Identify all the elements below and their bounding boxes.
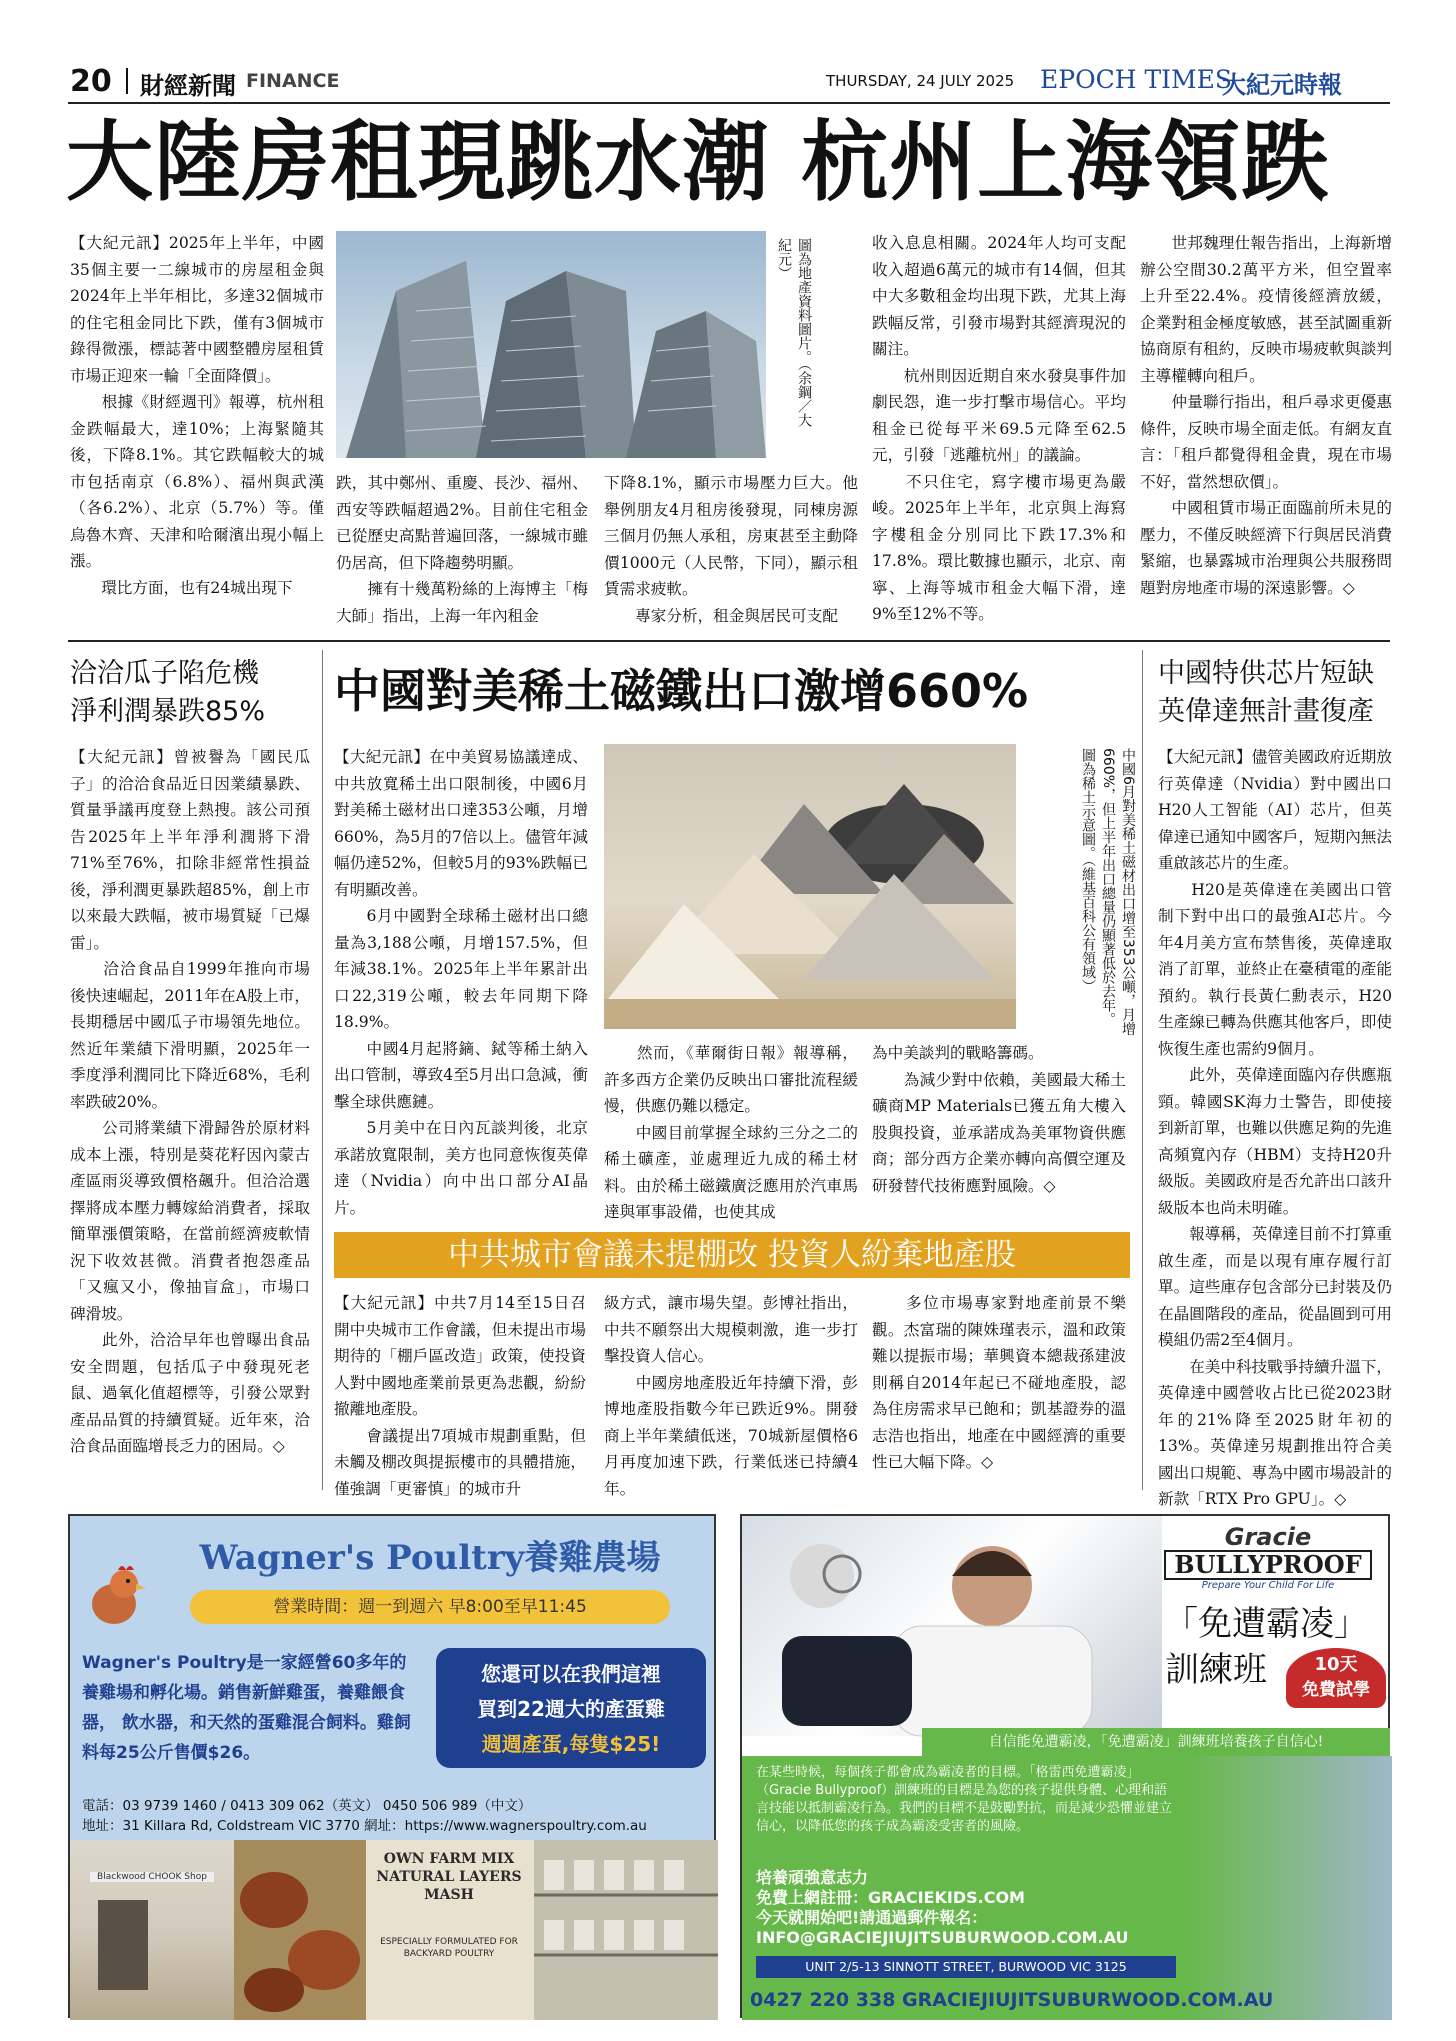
rare-earth-photo-caption: 中國6月對美稀土磁材出口增至353公噸，月增660%，但上半年出口總量仍顯著低於去年。圖為稀土示意圖。（維基百科公有領域） <box>1080 748 1136 1036</box>
gracie-brand: Gracie <box>1224 1523 1312 1551</box>
wagner-ad <box>68 1514 716 2018</box>
gracie-register: 免費上網註冊：GRACIEKIDS.COM <box>756 1888 1025 1907</box>
promo-line-3: 週週產蛋,每隻$25! <box>481 1732 661 1756</box>
main-column-1: 【大紀元訊】2025年上半年，中國35個主要一二線城市的房屋租金與2024年上半年相比，多達32個城市的住宅租金同比下跌，僅有3個城市錄得微漲，標誌著中國整體房屋租賃市場正迎來一輪「全面降價」。 根據《財經週刊》報導，杭州租金跌幅最大，達10%；上海緊隨其後，下降8.1%。其它跌幅較大的城市包括南京（6.8%）、福州與武漢（各6.2%）、北京（5.7%）等。僅烏魯木齊、天津和哈爾濱出現小幅上漲。 環比方面，也有24城出現下 <box>70 234 324 597</box>
left-story-headline: 洽洽瓜子陷危機 淨利潤暴跌85% <box>70 658 266 727</box>
banner-column-1: 【大紀元訊】中共7月14至15日召開中央城市工作會議，但未提出市場期待的「棚戶區改造」政策，使投資人對中國地產業前景更為悲觀，紛紛撤離地產股。 會議提出7項城市規劃重點，但未觸及棚改與提振樓市的具體措施，僅強調「更審慎」的城市升 <box>334 1294 586 1498</box>
wagner-promo <box>436 1648 706 1768</box>
masthead <box>68 60 1390 102</box>
main-column-3: 下降8.1%，顯示市場壓力巨大。他舉例朋友4月租房後發現，同棟房源三個月仍無人承租，房東甚至主動降價1000元（人民幣，下同），顯示租賃需求疲軟。 專家分析，租金與居民可支配 <box>604 474 858 625</box>
center-column-2: 然而，《華爾街日報》報導稱，許多西方企業仍反映出口審批流程緩慢，供應仍難以穩定。 中國目前掌握全球約三分之二的稀土礦產，並處理近九成的稀土材料。由於稀土磁鐵廣泛應用於汽車馬達與軍事設備，也使其成 <box>604 1044 858 1221</box>
gracie-ribbon: 自信能免遭霸凌，「免遭霸凌」訓練班培養孩子自信心! <box>922 1728 1390 1756</box>
brand-en: EPOCH TIMES <box>1040 65 1232 94</box>
shop-sign: Blackwood CHOOK Shop <box>90 1872 214 1882</box>
right-divider <box>1142 650 1143 1490</box>
wagner-title: Wagner's Poultry養雞農場 <box>199 1538 661 1578</box>
right-story-headline: 中國特供芯片短缺 英偉達無計畫復產 <box>1158 658 1374 727</box>
promo-line-2: 買到22週大的產蛋雞 <box>477 1697 665 1721</box>
feed-bag-sublabel: ESPECIALLY FORMULATED FOR BACKYARD POULTRY <box>380 1937 518 1959</box>
section-title: 財經新聞 <box>140 72 236 100</box>
wagner-phone: 電話：03 9739 1460 / 0413 309 062（英文） 0450 506 989（中文） <box>82 1798 532 1814</box>
gracie-ad <box>740 1514 1390 2018</box>
issue-date: THURSDAY, 24 JULY 2025 <box>826 72 1015 90</box>
buildings-illustration <box>336 231 766 458</box>
masthead-rule <box>68 102 1390 104</box>
left-story-body: 【大紀元訊】曾被譽為「國民瓜子」的洽洽食品近日因業績暴跌、質量爭議再度登上熱搜。該公司預告2025年上半年淨利潤將下滑71%至76%，扣除非經常性損益後，淨利潤更暴跌超85%，創上市以來最大跌幅，被市場質疑「已爆雷」。 洽洽食品自1999年推向市場後快速崛起，2011年在A股上市，長期穩居中國瓜子市場領先地位。然近年業績下滑明顯，2025年一季度淨利潤同比下降近68%，毛利率跌破20%。 公司將業績下滑歸咎於原材料成本上漲，特別是葵花籽因內蒙古產區雨災導致價格飆升。但洽洽選擇將成本壓力轉嫁給消費者，採取簡單漲價策略，在當前經濟疲軟情況下收效甚微。消費者抱怨產品「又瘋又小，像抽盲盒」，市場口碑滑坡。 此外，洽洽早年也曾曝出食品安全問題，包括瓜子中發現死老鼠、過氧化值超標等，引發公眾對產品品質的持續質疑。近年來，洽洽食品面臨增長乏力的困局。◇ <box>70 748 310 1455</box>
banner-column-3: 多位市場專家對地產前景不樂觀。杰富瑞的陳姝瑾表示，溫和政策難以提振市場；華興資本總裁孫建波則稱自2014年起已不碰地產股，認為住房需求早已飽和；凱基證券的溫志浩也指出，地產在中國經濟的重要性已大幅下降。◇ <box>872 1294 1126 1471</box>
gracie-title-1: 「免遭霸凌」 <box>1164 1604 1368 1644</box>
gracie-body: 在某些時候，每個孩子都會成為霸凌者的目標。「格雷西免遭霸凌」（Gracie Bullyproof）訓練班的目標是為您的孩子提供身體、心理和語言技能以抵制霸凌行為。我們的目標不是鼓勵對抗，而是減少恐懼並建立信心，以降低您的孩子成為霸凌受害者的風險。 <box>756 1765 1173 1834</box>
center-column-1: 【大紀元訊】在中美貿易協議達成、中共放寬稀土出口限制後，中國6月對美稀土磁材出口達353公噸，月增660%，為5月的7倍以上。儘管年減幅仍達52%，但較5月的93%跌幅已有明顯改善。 6月中國對全球稀土磁材出口總量為3,188公噸，月增157.5%，但年減38.1%。2025年上半年累計出口22,319公噸，較去年同期下降18.9%。 中國4月起將鏑、鋱等稀土納入出口管制，導致4至5月出口急減，衝擊全球供應鏈。 5月美中在日內瓦談判後，北京承諾放寬限制，美方也同意恢復英偉達（Nvidia）向中出口部分AI晶片。 <box>334 748 588 1217</box>
wagner-photo-shelves <box>534 1840 718 2020</box>
masthead-divider <box>126 68 128 94</box>
gracie-logo <box>1150 1524 1386 1594</box>
main-column-2: 跌，其中鄭州、重慶、長沙、福州、西安等跌幅超過2%。目前住宅租金已從歷史高點普遍回落，一線城市雖仍居高，但下降趨勢明顯。 擁有十幾萬粉絲的上海博主「梅大師」指出，上海一年內租金 <box>336 474 588 625</box>
gracie-email-prompt: 今天就開始吧!請通過郵件報名： <box>756 1908 988 1927</box>
feed-bag-label: OWN FARM MIX NATURAL LAYERS MASH <box>376 1851 522 1903</box>
main-photo <box>336 231 766 458</box>
shop-door <box>98 1900 148 1990</box>
wagner-hours: 營業時間：週一到週六 早8:00至早11:45 <box>190 1590 670 1624</box>
center-story-headline: 中國對美稀土磁鐵出口激增660% <box>334 664 1029 718</box>
section-rule <box>68 640 1390 642</box>
wagner-photo-hens <box>234 1840 366 2020</box>
main-headline: 大陸房租現跳水潮 杭州上海領跌 <box>66 111 1330 213</box>
wagner-photo-feedbag <box>366 1840 534 2020</box>
gracie-address: UNIT 2/5-13 SINNOTT STREET, BURWOOD VIC 3125 <box>756 1956 1176 1978</box>
gracie-slogan: 培養頑強意志力 <box>756 1868 869 1887</box>
gracie-photo <box>742 1516 1162 1736</box>
powder-piles-illustration <box>604 744 1016 1029</box>
gracie-email[interactable]: INFO@GRACIEJIUJITSUBURWOOD.COM.AU <box>756 1928 1129 1947</box>
chick-icon <box>84 1560 154 1630</box>
main-column-5: 世邦魏理仕報告指出，上海新增辦公空間30.2萬平方米，但空置率上升至22.4%。疫情後經濟放緩，企業對租金極度敏感，甚至試圖重新協商原有租約，反映市場疲軟與談判主導權轉向租戶。 仲量聯行指出，租戶尋求更優惠條件，反映市場全面走低。有網友直言：「租戶都覺得租金貴，現在市場不好，當然想砍價」。 中國租賃市場正面臨前所未見的壓力，不僅反映經濟下行與居民消費緊縮，也暴露城市治理與公共服務問題對房地產市場的深遠影響。◇ <box>1140 234 1392 597</box>
badge-days: 10天 <box>1314 1654 1358 1675</box>
center-column-3: 為中美談判的戰略籌碼。 為減少對中依賴，美國最大稀土礦商MP Materials已獲五角大樓入股與投資，並承諾成為美軍物資供應商；部分西方企業亦轉向高價空運及研發替代技術應對風險。◇ <box>872 1044 1126 1195</box>
gracie-tagline: Prepare Your Child For Life <box>1201 1580 1335 1591</box>
gracie-footer[interactable]: 0427 220 338 GRACIEJIUJITSUBURWOOD.COM.AU <box>750 1989 1274 2011</box>
badge-free: 免費試學 <box>1302 1680 1370 1700</box>
left-divider <box>322 650 323 1490</box>
gracie-brand-2: BULLYPROOF <box>1164 1550 1372 1580</box>
rare-earth-photo <box>604 744 1016 1029</box>
gracie-title-2: 訓練班 <box>1165 1650 1267 1690</box>
main-column-4: 收入息息相關。2024年人均可支配收入超過6萬元的城市有14個，但其中大多數租金均出現下跌，尤其上海跌幅反常，引發市場對其經濟現況的關注。 杭州則因近期自來水發臭事件加劇民怨，進一步打擊市場信心。平均租金已從每平米69.5元降至62.5元，引發「逃離杭州」的議論。 不只住宅，寫字樓市場更為嚴峻。2025年上半年，北京與上海寫字樓租金分別同比下跌17.3%和17.8%。環比數據也顯示，北京、南寧、上海等城市租金大幅下滑，達9%至12%不等。 <box>872 234 1126 623</box>
gracie-info-panel <box>742 1756 1392 2020</box>
brand-zh: 大紀元時報 <box>1222 71 1342 99</box>
main-photo-caption: 圖為地產資料圖片。（余鋼／大紀元） <box>776 238 812 427</box>
section-title-en: FINANCE <box>246 70 340 92</box>
right-story-body: 【大紀元訊】儘管美國政府近期放行英偉達（Nvidia）對中國出口H20人工智能（AI）芯片，但英偉達已通知中國客戶，短期內無法重啟該芯片的生產。 H20是英偉達在美國出口管制下對中出口的最強AI芯片。今年4月美方宣布禁售後，英偉達取消了訂單，並終止在臺積電的產能預約。執行長黃仁勳表示，H20生產線已轉為供應其他客戶，即使恢復生產也需約9個月。 此外，英偉達面臨內存供應瓶頸。韓國SK海力士警告，即使接到新訂單，也難以供應足夠的先進高頻寬內存（HBM）支持H20升級版。美國政府是否允許出口該升級版本也尚未明確。 報導稱，英偉達目前不打算重啟生產，而是以現有庫存履行訂單。這些庫存包含部分已封裝及仍在晶圓階段的產品，從晶圓到可用模組仍需2至4個月。 在美中科技戰爭持續升溫下，英偉達中國營收占比已從2023財年的21%降至2025財年初的13%。英偉達另規劃推出符合美國出口規範、專為中國市場設計的新款「RTX Pro GPU」。◇ <box>1158 748 1392 1508</box>
wagner-address: 地址：31 Killara Rd, Coldstream VIC 3770 網址：https://www.wagnerspoultry.com.au <box>82 1818 647 1834</box>
banner-column-2: 級方式，讓市場失望。彭博社指出，中共不願祭出大規模刺激，進一步打擊投資人信心。 中國房地產股近年持續下滑，彭博地產股指數今年已跌近9%。開發商上半年業績低迷，70城新屋價格6月再度加速下跌，行業低迷已持續4年。 <box>604 1294 858 1498</box>
wagner-body: Wagner's Poultry是一家經營60多年的養雞場和孵化場。銷售新鮮雞蛋，養雞餵食器， 飲水器，和天然的蛋雞混合飼料。雞飼料每25公斤售價$26。 <box>82 1653 411 1763</box>
wagner-photo-shop <box>70 1840 234 2020</box>
page-number: 20 <box>70 64 112 99</box>
promo-line-1: 您還可以在我們這裡 <box>481 1662 661 1686</box>
gracie-trial-badge <box>1286 1648 1386 1708</box>
banner-headline: 中共城市會議未提棚改 投資人紛棄地產股 <box>334 1232 1130 1278</box>
